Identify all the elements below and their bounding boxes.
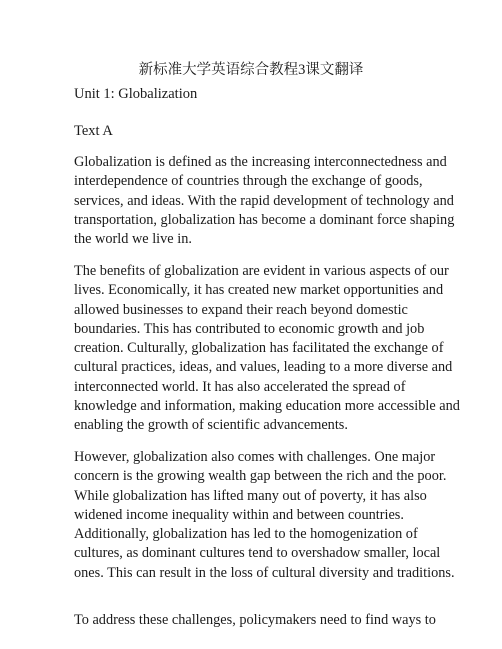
paragraph-line: Globalization is defined as the increasing interconnectedness and — [74, 154, 447, 170]
paragraph — [74, 448, 455, 583]
paragraph-line: cultural practices, ideas, and values, leading to a more diverse and — [74, 359, 453, 376]
paragraph-line: ones. This can result in the loss of cultural diversity and traditions. — [74, 564, 455, 581]
paragraph-line: boundaries. This has contributed to economic growth and job — [74, 320, 425, 337]
paragraph — [74, 153, 455, 249]
unit-heading: Unit 1: Globalization — [74, 86, 198, 102]
paragraph-line: transportation, globalization has become a dominant force shaping — [74, 211, 455, 228]
paragraph-line: Additionally, globalization has led to the homogenization of — [74, 526, 418, 543]
paragraph-line: While globalization has lifted many out of poverty, it has also — [74, 487, 427, 504]
paragraph-line: concern is the growing wealth gap between the rich and the poor. — [74, 468, 447, 485]
paragraph — [74, 262, 460, 436]
paragraph-line: To address these challenges, policymakers need to find ways to — [74, 612, 436, 628]
paragraph-line: allowed businesses to expand their reach beyond domestic — [74, 301, 408, 318]
text-label: Text A — [74, 123, 113, 139]
document-title: 新标准大学英语综合教程3课文翻译 — [138, 62, 364, 78]
paragraph-line: enabling the growth of scientific advancements. — [74, 417, 348, 434]
paragraph-line: lives. Economically, it has created new market opportunities and — [74, 282, 444, 299]
paragraph-line: widened income inequality within and between countries. — [74, 506, 404, 523]
paragraph-line: interconnected world. It has also accelerated the spread of — [74, 378, 406, 395]
paragraph-line: However, globalization also comes with challenges. One major — [74, 449, 436, 465]
paragraph-line: cultures, as dominant cultures tend to overshadow smaller, local — [74, 545, 441, 562]
paragraph — [74, 611, 434, 630]
paragraph-line: the world we live in. — [74, 231, 192, 248]
paragraph-line: services, and ideas. With the rapid development of technology and — [74, 192, 454, 209]
paragraph-line: knowledge and information, making education more accessible and — [74, 398, 460, 415]
paragraph-line: The benefits of globalization are evident in various aspects of our — [74, 263, 449, 279]
paragraph-line: interdependence of countries through the exchange of goods, — [74, 173, 423, 190]
paragraph-line: creation. Culturally, globalization has facilitated the exchange of — [74, 340, 444, 357]
